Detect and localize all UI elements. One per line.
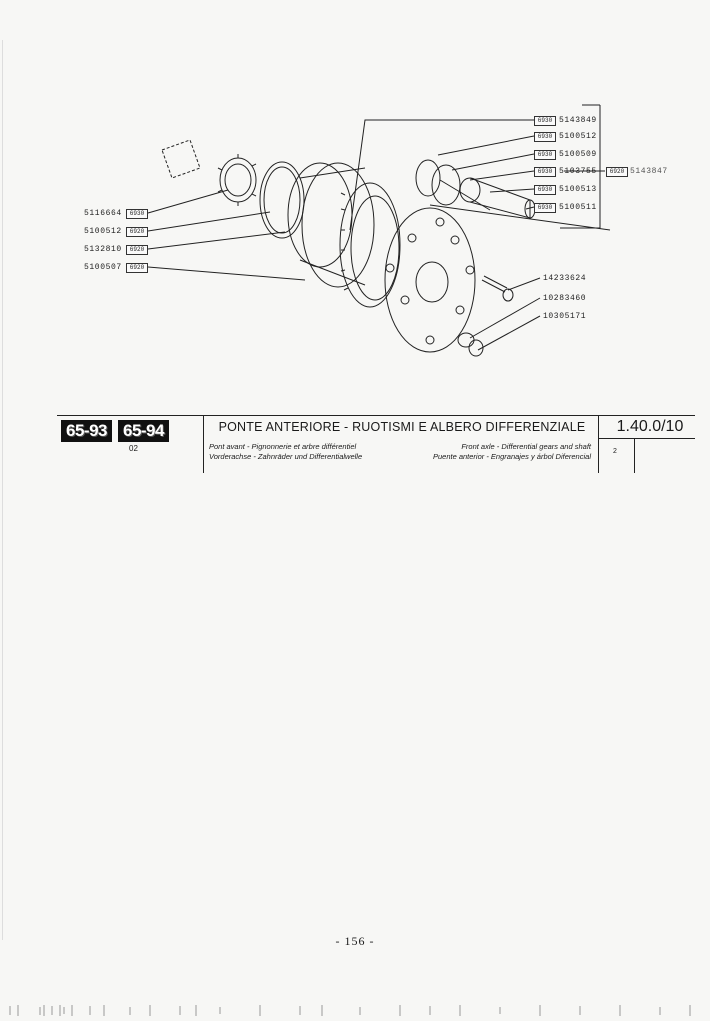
part-number-label: 10305171 <box>543 312 587 321</box>
part-number-label: 5100512 <box>559 132 597 141</box>
part-number-label: 5103755 <box>559 167 597 176</box>
part-number-label: 5143847 <box>630 167 668 176</box>
part-number-label: 5100509 <box>559 150 597 159</box>
subtitle-fr: Pont avant - Pignonnerie et arbre différentiel <box>209 442 357 451</box>
part-number-label: 5116664 <box>84 209 122 218</box>
model-badge: 65-94 <box>118 420 169 442</box>
subtitle-de: Vorderachse - Zahnräder und Differentialwelle <box>209 452 363 461</box>
part-number-label: 5132810 <box>84 245 122 254</box>
group-code-box: 6920 <box>606 167 628 177</box>
model-code: 02 <box>129 444 138 453</box>
title-block-divider <box>203 415 204 473</box>
group-code-box: 6920 <box>126 245 148 255</box>
group-code-box: 6930 <box>534 132 556 142</box>
section-title: PONTE ANTERIORE - RUOTISMI E ALBERO DIFFERENZIALE <box>218 420 586 434</box>
subtitle-en: Front axle - Differential gears and shaft <box>461 442 591 451</box>
part-number-label: 5100512 <box>84 227 122 236</box>
part-number-label: 5100507 <box>84 263 122 272</box>
model-badges <box>61 420 169 442</box>
group-code-box: 6920 <box>126 263 148 273</box>
part-number-label: 14233624 <box>543 274 587 283</box>
sheet-number: 2 <box>613 448 617 455</box>
exploded-parts-diagram <box>0 0 710 400</box>
part-number-label: 10283460 <box>543 294 587 303</box>
part-number-label: 5143849 <box>559 116 597 125</box>
model-badge: 65-93 <box>61 420 112 442</box>
group-code-box: 6930 <box>126 209 148 219</box>
part-number-label: 5100513 <box>559 185 597 194</box>
group-code-box: 6920 <box>126 227 148 237</box>
group-code-box: 6930 <box>534 116 556 126</box>
scan-artifact-strip <box>0 1003 710 1017</box>
group-code-box: 6930 <box>534 150 556 160</box>
group-code-box: 6930 <box>534 185 556 195</box>
group-code-box: 6930 <box>534 203 556 213</box>
subtitle-es: Puente anterior - Engranajes y árbol Diferencial <box>432 452 591 461</box>
part-number-label: 5100511 <box>559 203 597 212</box>
title-block-divider <box>634 439 635 473</box>
parts-drawing <box>0 0 710 400</box>
title-block-rule <box>57 415 695 416</box>
title-block <box>57 415 695 473</box>
section-code: 1.40.0/10 <box>616 418 684 435</box>
title-block-divider <box>598 415 599 473</box>
page-number: - 156 - <box>335 934 375 948</box>
group-code-box: 6930 <box>534 167 556 177</box>
title-block-rule <box>598 438 695 439</box>
